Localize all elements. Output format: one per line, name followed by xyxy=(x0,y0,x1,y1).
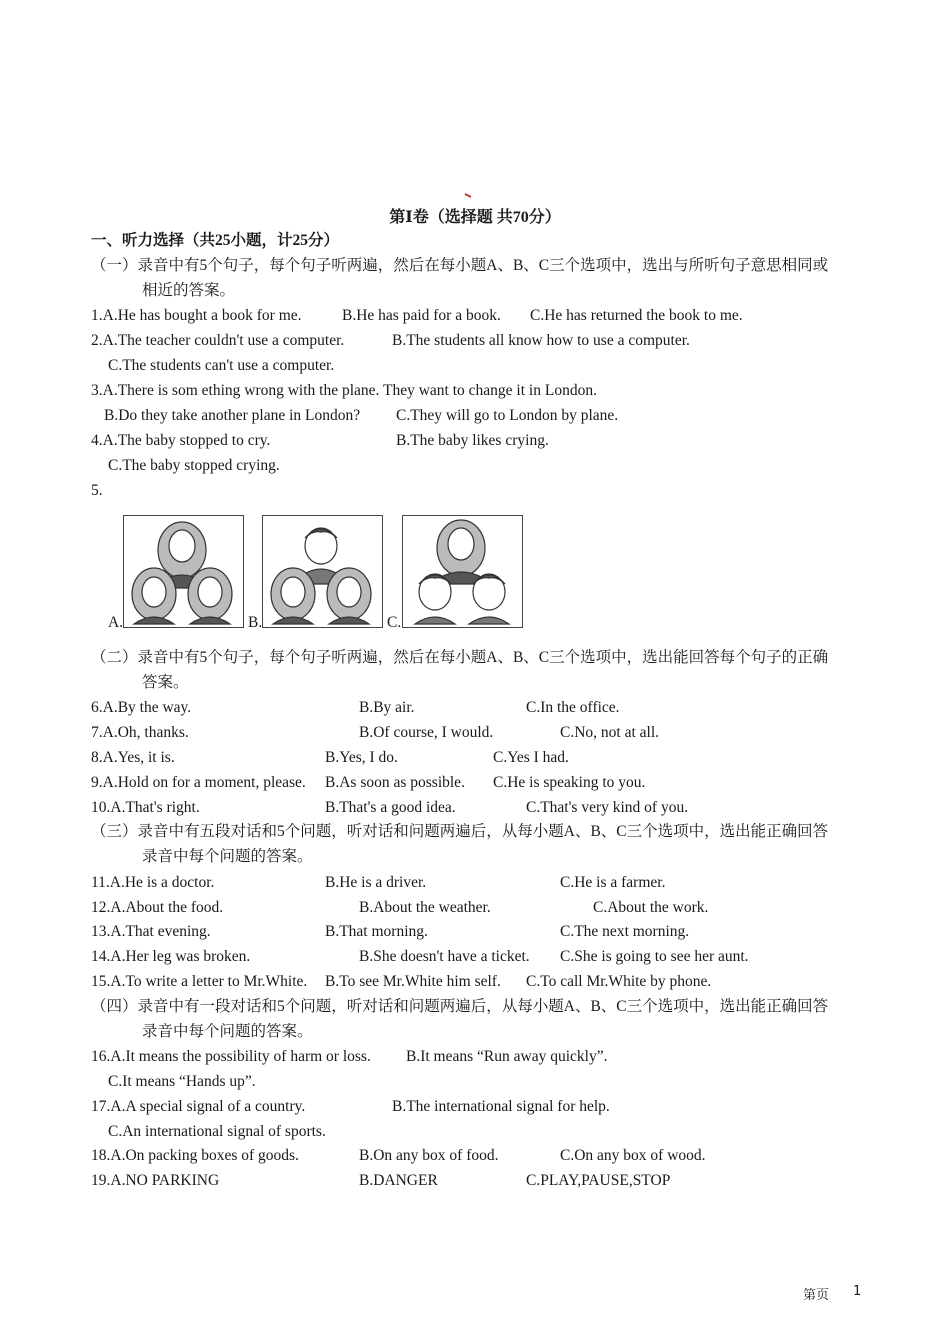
q16-option-c: C.It means “Hands up”. xyxy=(108,1073,256,1090)
q4-option-b: B.The baby likes crying. xyxy=(396,432,549,449)
q4-option-c: C.The baby stopped crying. xyxy=(108,457,280,474)
footer-page-number: 1 xyxy=(853,1284,862,1299)
q14-option-a: 14.A.Her leg was broken. xyxy=(91,948,251,965)
q1-option-a: 1.A.He has bought a book for me. xyxy=(91,307,302,324)
q11-option-c: C.He is a farmer. xyxy=(560,874,666,891)
q18-option-c: C.On any box of wood. xyxy=(560,1147,706,1164)
q14-option-c: C.She is going to see her aunt. xyxy=(560,948,749,965)
part1-instruction: （一）录音中有5个句子，每个句子听两遍，然后在每小题A、B、C三个选项中，选出与所听句子意思相同或 xyxy=(91,257,829,274)
q19-option-b: B.DANGER xyxy=(359,1172,438,1189)
q13-option-b: B.That morning. xyxy=(325,923,428,940)
q16-option-a: 16.A.It means the possibility of harm or loss. xyxy=(91,1048,371,1065)
paper-title: 第Ⅰ卷（选择题 共70分） xyxy=(389,209,561,226)
part3-instruction: （三）录音中有五段对话和5个问题，听对话和问题两遍后，从每小题A、B、C三个选项中，选出能正确回答 xyxy=(91,823,829,840)
q19-option-a: 19.A.NO PARKING xyxy=(91,1172,220,1189)
q9-option-b: B.As soon as possible. xyxy=(325,774,465,791)
q5-label-b: B. xyxy=(248,614,263,631)
q15-option-c: C.To call Mr.White by phone. xyxy=(526,973,712,990)
footer-page-label: 第页 xyxy=(803,1288,830,1303)
q8-option-b: B.Yes, I do. xyxy=(325,749,398,766)
q10-option-a: 10.A.That's right. xyxy=(91,799,200,816)
part4-instruction: （四）录音中有一段对话和5个问题，听对话和问题两遍后，从每小题A、B、C三个选项中，选出能正确回答 xyxy=(91,998,829,1015)
part3-instruction-cont: 录音中每个问题的答案。 xyxy=(142,848,313,865)
q9-option-c: C.He is speaking to you. xyxy=(493,774,646,791)
woman-and-two-boys-icon xyxy=(403,516,522,627)
q18-option-b: B.On any box of food. xyxy=(359,1147,499,1164)
q17-option-a: 17.A.A special signal of a country. xyxy=(91,1098,306,1115)
q11-option-a: 11.A.He is a doctor. xyxy=(91,874,215,891)
q3-option-b: B.Do they take another plane in London? xyxy=(104,407,361,424)
q2-option-c: C.The students can't use a computer. xyxy=(108,357,335,374)
q3-option-c: C.They will go to London by plane. xyxy=(396,407,619,424)
q13-option-c: C.The next morning. xyxy=(560,923,690,940)
q5-label-c: C. xyxy=(387,614,402,631)
part1-instruction-cont: 相近的答案。 xyxy=(142,282,236,299)
q5-label-a: A. xyxy=(108,614,124,631)
q12-option-a: 12.A.About the food. xyxy=(91,899,224,916)
q11-option-b: B.He is a driver. xyxy=(325,874,427,891)
q6-option-b: B.By air. xyxy=(359,699,415,716)
q18-option-a: 18.A.On packing boxes of goods. xyxy=(91,1147,299,1164)
q7-option-b: B.Of course, I would. xyxy=(359,724,494,741)
part2-instruction: （二）录音中有5个句子，每个句子听两遍，然后在每小题A、B、C三个选项中，选出能回答每个句子的正确 xyxy=(91,649,829,666)
q10-option-c: C.That's very kind of you. xyxy=(526,799,689,816)
q5-picture-a xyxy=(123,515,244,628)
q2-option-b: B.The students all know how to use a computer. xyxy=(392,332,690,349)
q9-option-a: 9.A.Hold on for a moment, please. xyxy=(91,774,306,791)
q5-picture-c xyxy=(402,515,523,628)
q19-option-c: C.PLAY,PAUSE,STOP xyxy=(526,1172,671,1189)
q15-option-a: 15.A.To write a letter to Mr.White. xyxy=(91,973,308,990)
q15-option-b: B.To see Mr.White him self. xyxy=(325,973,501,990)
section-title: 一、听力选择（共25小题，计25分） xyxy=(91,232,340,249)
q5-picture-b xyxy=(262,515,383,628)
q8-option-a: 8.A.Yes, it is. xyxy=(91,749,175,766)
q13-option-a: 13.A.That evening. xyxy=(91,923,211,940)
boy-and-two-women-icon xyxy=(263,516,382,627)
q12-option-c: C.About the work. xyxy=(593,899,709,916)
q7-option-a: 7.A.Oh, thanks. xyxy=(91,724,189,741)
q8-option-c: C.Yes I had. xyxy=(493,749,569,766)
q4-option-a: 4.A.The baby stopped to cry. xyxy=(91,432,271,449)
q17-option-c: C.An international signal of sports. xyxy=(108,1123,326,1140)
q14-option-b: B.She doesn't have a ticket. xyxy=(359,948,530,965)
q6-option-c: C.In the office. xyxy=(526,699,620,716)
q6-option-a: 6.A.By the way. xyxy=(91,699,192,716)
part2-instruction-cont: 答案。 xyxy=(142,674,189,691)
part4-instruction-cont: 录音中每个问题的答案。 xyxy=(142,1023,313,1040)
q17-option-b: B.The international signal for help. xyxy=(392,1098,610,1115)
q7-option-c: C.No, not at all. xyxy=(560,724,660,741)
red-tick-mark xyxy=(464,193,472,198)
q2-option-a: 2.A.The teacher couldn't use a computer. xyxy=(91,332,345,349)
q16-option-b: B.It means “Run away quickly”. xyxy=(406,1048,608,1065)
q1-option-b: B.He has paid for a book. xyxy=(342,307,501,324)
q3-option-a: 3.A.There is som ething wrong with the plane. They want to change it in London. xyxy=(91,382,597,399)
q5-number: 5. xyxy=(91,482,103,499)
q10-option-b: B.That's a good idea. xyxy=(325,799,456,816)
q1-option-c: C.He has returned the book to me. xyxy=(530,307,743,324)
q12-option-b: B.About the weather. xyxy=(359,899,491,916)
three-women-icon xyxy=(124,516,243,627)
